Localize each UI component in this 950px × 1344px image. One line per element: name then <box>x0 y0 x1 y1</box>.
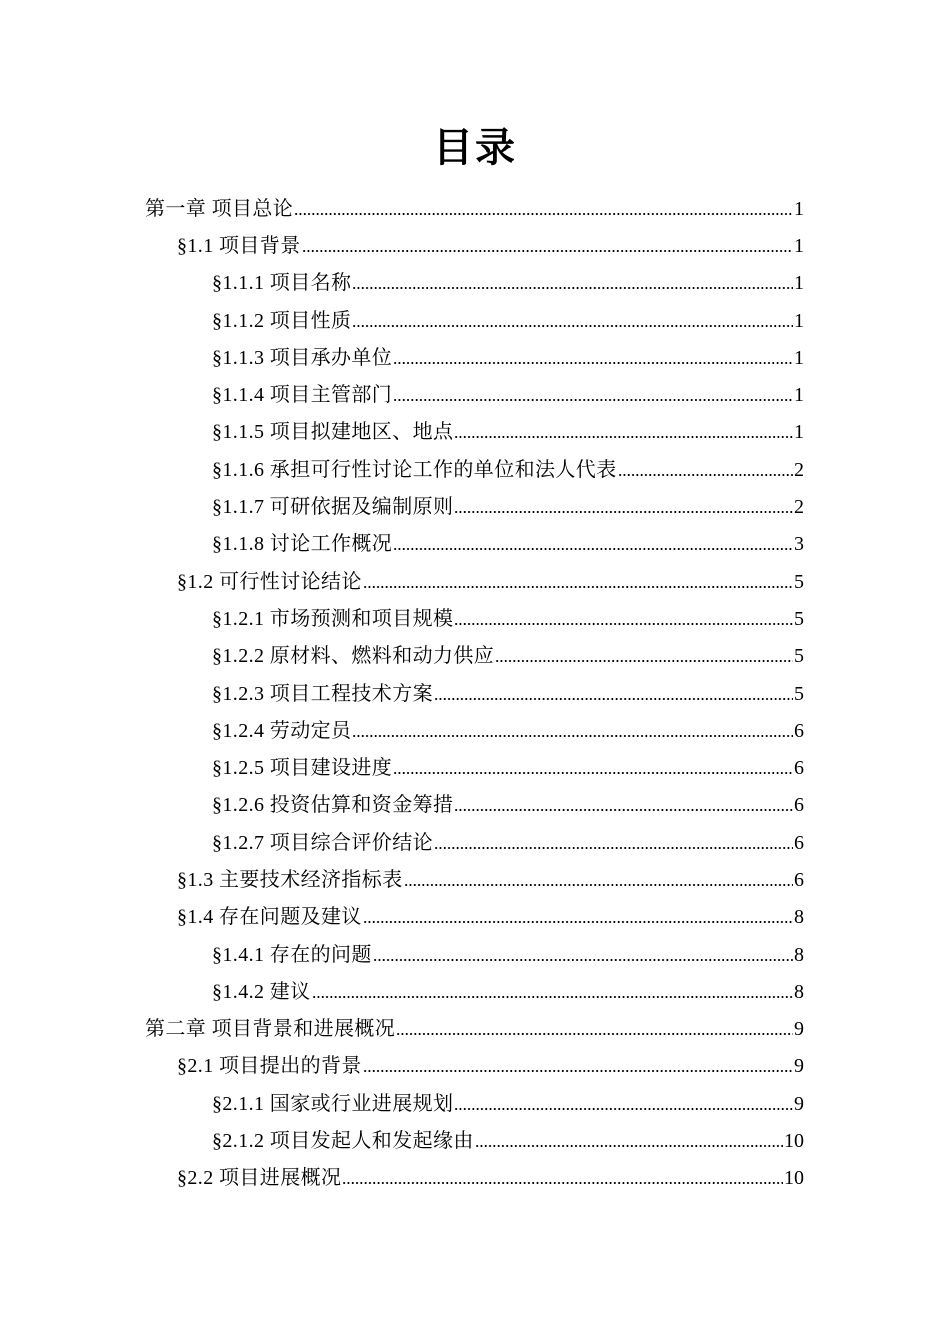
toc-entry-page-number: 9 <box>794 1092 804 1115</box>
toc-entry[interactable] <box>0 488 950 525</box>
toc-entry-page-number: 6 <box>794 794 804 817</box>
toc-entry[interactable] <box>0 1085 950 1122</box>
toc-entry[interactable] <box>0 302 950 339</box>
toc-title: 目录 <box>433 125 517 171</box>
dot-leader <box>454 623 793 625</box>
toc-entry[interactable] <box>0 712 950 749</box>
toc-entry[interactable] <box>0 749 950 786</box>
toc-entry-label: §1.1.1 项目名称 <box>212 272 352 295</box>
toc-entry[interactable] <box>0 227 950 264</box>
table-of-contents <box>0 190 950 1197</box>
dot-leader <box>363 1070 793 1072</box>
dot-leader <box>495 660 793 662</box>
toc-entry-page-number: 2 <box>794 458 804 481</box>
dot-leader <box>475 1145 783 1147</box>
toc-entry-label: §1.1.3 项目承办单位 <box>212 346 393 369</box>
dot-leader <box>434 847 793 849</box>
toc-entry-label: §1.2.7 项目综合评价结论 <box>212 831 433 854</box>
toc-entry-page-number: 5 <box>794 570 804 593</box>
toc-entry-page-number: 8 <box>794 980 804 1003</box>
toc-entry[interactable] <box>0 675 950 712</box>
dot-leader <box>312 996 793 998</box>
toc-entry-page-number: 3 <box>794 533 804 556</box>
toc-entry-page-number: 6 <box>794 719 804 742</box>
toc-entry-page-number: 1 <box>794 272 804 295</box>
dot-leader <box>393 362 793 364</box>
dot-leader <box>454 809 793 811</box>
toc-entry-page-number: 5 <box>794 645 804 668</box>
toc-entry-page-number: 8 <box>794 906 804 929</box>
toc-entry-label: §1.1.7 可研依据及编制原则 <box>212 496 454 519</box>
dot-leader <box>393 548 793 550</box>
dot-leader <box>342 1182 783 1184</box>
dot-leader <box>454 1108 793 1110</box>
dot-leader <box>404 884 793 886</box>
toc-entry[interactable] <box>0 339 950 376</box>
dot-leader <box>618 474 793 476</box>
toc-entry-label: §1.2.4 劳动定员 <box>212 719 352 742</box>
toc-entry-label: §2.2 项目进展概况 <box>177 1167 342 1190</box>
dot-leader <box>302 250 793 252</box>
toc-entry[interactable] <box>0 1122 950 1159</box>
toc-entry-page-number: 10 <box>784 1167 804 1190</box>
toc-entry-page-number: 9 <box>794 1018 804 1041</box>
toc-entry-page-number: 6 <box>794 868 804 891</box>
toc-entry-label: §1.1.5 项目拟建地区、地点 <box>212 421 454 444</box>
dot-leader <box>373 959 793 961</box>
toc-entry[interactable] <box>0 265 950 302</box>
toc-entry[interactable] <box>0 824 950 861</box>
toc-entry-label: §2.1.2 项目发起人和发起缘由 <box>212 1130 474 1153</box>
toc-entry-label: §1.4.1 存在的问题 <box>212 943 372 966</box>
toc-entry-page-number: 9 <box>794 1055 804 1078</box>
toc-entry-label: §1.1.4 项目主管部门 <box>212 384 393 407</box>
dot-leader <box>363 586 793 588</box>
toc-entry-label: 第一章 项目总论 <box>145 197 294 220</box>
toc-entry-label: §2.1.1 国家或行业进展规划 <box>212 1092 454 1115</box>
toc-entry[interactable] <box>0 451 950 488</box>
toc-entry[interactable] <box>0 899 950 936</box>
toc-entry[interactable] <box>0 1048 950 1085</box>
toc-entry[interactable] <box>0 376 950 413</box>
toc-entry-page-number: 1 <box>794 197 804 220</box>
dot-leader <box>434 698 793 700</box>
toc-entry-label: §1.1 项目背景 <box>177 234 301 257</box>
toc-entry-label: §1.4.2 建议 <box>212 980 311 1003</box>
dot-leader <box>454 511 793 513</box>
toc-entry[interactable] <box>0 638 950 675</box>
toc-entry-page-number: 1 <box>794 421 804 444</box>
toc-entry-page-number: 1 <box>794 384 804 407</box>
toc-entry-page-number: 5 <box>794 607 804 630</box>
dot-leader <box>393 399 793 401</box>
toc-entry-page-number: 1 <box>794 346 804 369</box>
toc-entry[interactable] <box>0 563 950 600</box>
toc-entry-page-number: 8 <box>794 943 804 966</box>
toc-entry[interactable] <box>0 526 950 563</box>
toc-entry[interactable] <box>0 600 950 637</box>
toc-entry-label: §1.2.3 项目工程技术方案 <box>212 682 433 705</box>
toc-entry-label: §1.1.8 讨论工作概况 <box>212 533 393 556</box>
toc-entry-label: §1.3 主要技术经济指标表 <box>177 868 403 891</box>
toc-entry-label: §1.1.6 承担可行性讨论工作的单位和法人代表 <box>212 458 617 481</box>
toc-entry[interactable] <box>0 190 950 227</box>
toc-entry-page-number: 10 <box>784 1130 804 1153</box>
toc-entry[interactable] <box>0 414 950 451</box>
toc-entry[interactable] <box>0 936 950 973</box>
toc-entry[interactable] <box>0 787 950 824</box>
toc-entry-label: §1.2.1 市场预测和项目规模 <box>212 607 454 630</box>
dot-leader <box>352 735 793 737</box>
toc-entry-page-number: 6 <box>794 757 804 780</box>
toc-entry-label: §1.2.5 项目建设进度 <box>212 757 393 780</box>
toc-entry-label: §1.4 存在问题及建议 <box>177 906 362 929</box>
toc-entry[interactable] <box>0 973 950 1010</box>
dot-leader <box>294 213 793 215</box>
toc-entry-label: §1.2.6 投资估算和资金筹措 <box>212 794 454 817</box>
dot-leader <box>352 325 793 327</box>
toc-entry-page-number: 1 <box>794 234 804 257</box>
toc-entry[interactable] <box>0 861 950 898</box>
toc-entry-label: §1.2 可行性讨论结论 <box>177 570 362 593</box>
dot-leader <box>396 1033 793 1035</box>
dot-leader <box>393 772 793 774</box>
toc-entry[interactable] <box>0 1160 950 1197</box>
toc-entry-page-number: 1 <box>794 309 804 332</box>
toc-entry-label: §2.1 项目提出的背景 <box>177 1055 362 1078</box>
dot-leader <box>363 921 793 923</box>
toc-entry-page-number: 6 <box>794 831 804 854</box>
dot-leader <box>352 287 793 289</box>
toc-entry-page-number: 2 <box>794 496 804 519</box>
toc-entry-label: §1.2.2 原材料、燃料和动力供应 <box>212 645 495 668</box>
toc-entry-label: §1.1.2 项目性质 <box>212 309 352 332</box>
toc-entry-page-number: 5 <box>794 682 804 705</box>
dot-leader <box>454 436 793 438</box>
toc-entry-label: 第二章 项目背景和进展概况 <box>145 1018 396 1041</box>
toc-entry[interactable] <box>0 1011 950 1048</box>
